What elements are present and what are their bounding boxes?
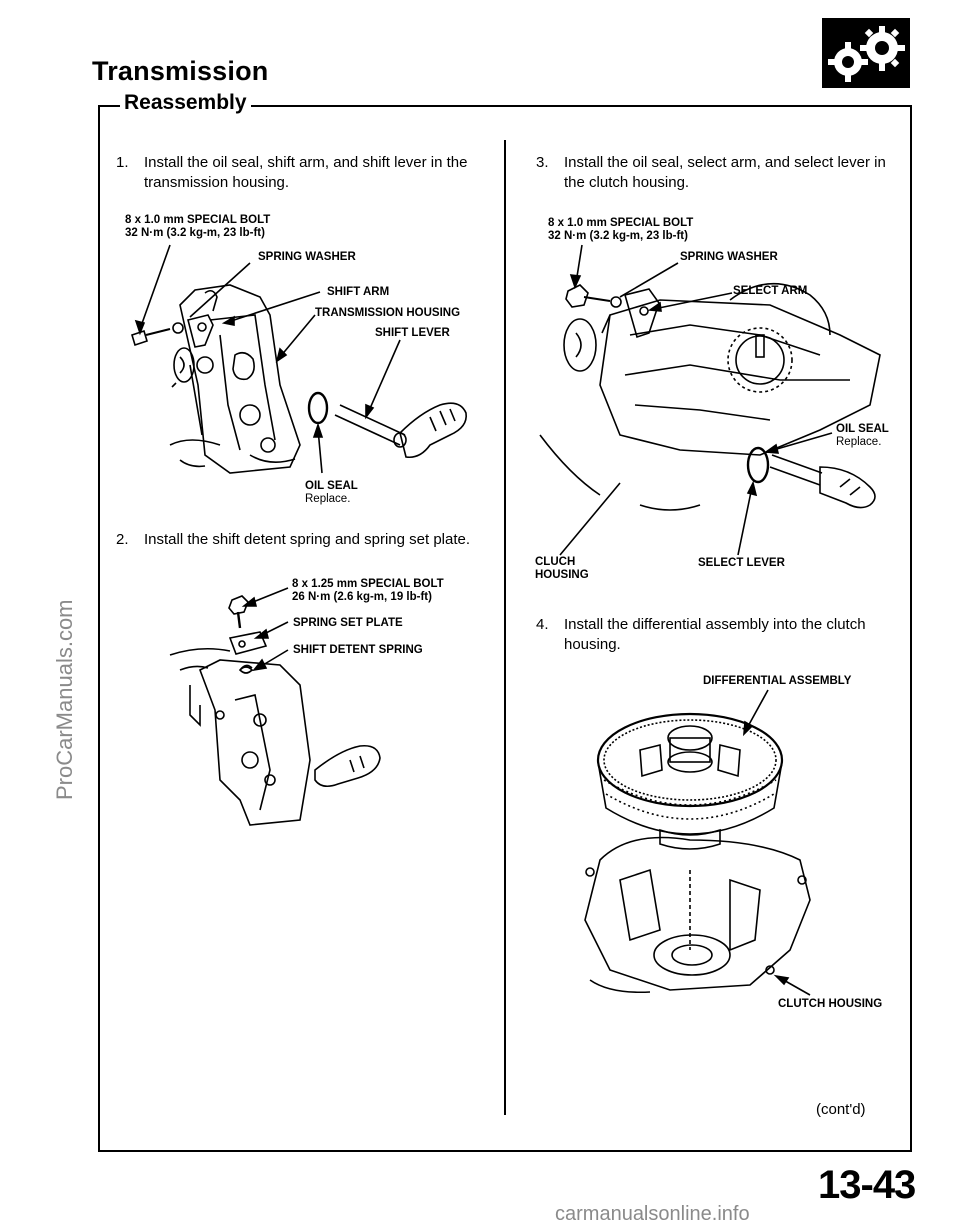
fig3-select-arm-label: SELECT ARM	[733, 285, 808, 297]
fig1-transmission-housing-label: TRANSMISSION HOUSING	[315, 307, 461, 319]
step-4	[536, 615, 901, 655]
step-text: Install the shift detent spring and spring set plate.	[144, 531, 471, 548]
step-text-cont: housing.	[564, 636, 621, 653]
fig1-shift-lever-label: SHIFT LEVER	[375, 327, 450, 339]
fig3-spring-washer-label: SPRING WASHER	[680, 251, 778, 263]
fig1-shift-arm-label: SHIFT ARM	[327, 286, 390, 298]
housing-text: HOUSING	[535, 569, 589, 581]
fig3-cluch-housing-label	[535, 556, 589, 582]
page-number: 13-43	[818, 1163, 916, 1207]
continued-note: (cont'd)	[816, 1101, 866, 1118]
bolt-spec-torque: 32 N·m (3.2 kg-m, 23 lb-ft)	[125, 227, 265, 239]
step-text: Install the oil seal, select arm, and select lever in	[564, 154, 886, 171]
fig4-differential-assembly-label: DIFFERENTIAL ASSEMBLY	[703, 675, 852, 687]
column-divider	[504, 140, 506, 1115]
step-text: Install the oil seal, shift arm, and shift lever in the	[144, 154, 468, 171]
fig2-shift-detent-spring-label: SHIFT DETENT SPRING	[293, 644, 423, 656]
gears-icon	[822, 18, 910, 88]
cluch-text: CLUCH	[535, 556, 576, 568]
page-title: Transmission	[92, 56, 269, 86]
fig1-bolt-label	[125, 214, 270, 240]
fig3-select-lever-label: SELECT LEVER	[698, 557, 785, 569]
step-text: Install the differential assembly into the clutch	[564, 616, 866, 633]
fig3-oil-seal-label	[836, 423, 889, 449]
oil-seal-note: Replace.	[305, 493, 351, 505]
figure-differential	[570, 690, 900, 1010]
bolt-spec-size: 8 x 1.25 mm SPECIAL BOLT	[292, 578, 444, 590]
fig3-bolt-label	[548, 217, 693, 243]
fig1-spring-washer-label: SPRING WASHER	[258, 251, 356, 263]
step-text-cont: transmission housing.	[144, 174, 290, 191]
oil-seal-text: OIL SEAL	[836, 423, 889, 435]
step-number: 4.	[536, 616, 549, 633]
figure-detent-spring	[160, 570, 490, 840]
bolt-spec-torque: 32 N·m (3.2 kg-m, 23 lb-ft)	[548, 230, 688, 242]
bolt-spec-torque: 26 N·m (2.6 kg-m, 19 lb-ft)	[292, 591, 432, 603]
watermark-side-text: ProCarManuals.com	[52, 599, 77, 800]
fig1-oil-seal-label	[305, 480, 358, 506]
bolt-spec-size: 8 x 1.0 mm SPECIAL BOLT	[125, 214, 271, 226]
step-number: 2.	[116, 531, 129, 548]
fig2-bolt-label	[292, 578, 444, 604]
oil-seal-note: Replace.	[836, 436, 882, 448]
fig2-spring-set-plate-label: SPRING SET PLATE	[293, 617, 403, 629]
step-number: 3.	[536, 154, 549, 171]
bolt-spec-size: 8 x 1.0 mm SPECIAL BOLT	[548, 217, 694, 229]
step-text-cont: the clutch housing.	[564, 174, 690, 191]
step-number: 1.	[116, 154, 129, 171]
step-1	[116, 153, 486, 193]
watermark-bottom[interactable]: carmanualsonline.info	[555, 1203, 750, 1225]
step-3	[536, 153, 901, 193]
section-title: Reassembly	[120, 91, 251, 115]
step-2	[116, 530, 486, 550]
fig4-clutch-housing-label: CLUTCH HOUSING	[778, 998, 883, 1010]
watermark-side	[12, 500, 77, 800]
oil-seal-text: OIL SEAL	[305, 480, 358, 492]
